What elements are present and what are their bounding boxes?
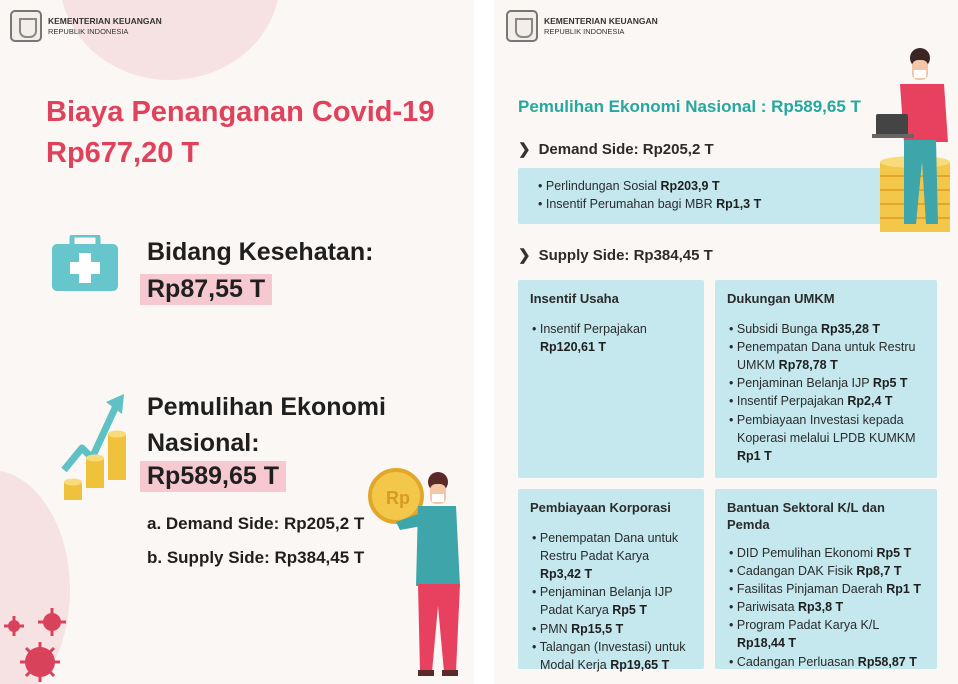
box-title: Insentif Usaha [530,291,619,306]
pen-title: Pemulihan Ekonomi Nasional : Rp589,65 T [518,97,861,116]
list-item: • Pariwisata Rp3,8 T [729,600,844,615]
list-item: • Insentif Perpajakan Rp120,61 T [532,321,647,355]
coin-stack-icon [64,431,126,501]
list-item: • Subsidi Bunga Rp35,28 T [729,321,881,336]
box-title: Dukungan UMKM [727,291,835,306]
coin-letters: Rp [386,488,410,508]
virus-icon [0,600,80,684]
person-holding-coin-illustration [366,466,466,680]
medical-kit-icon [52,235,118,291]
supply-side-summary: b. Supply Side: Rp384,45 T [147,548,365,567]
ministry-logo [10,10,162,42]
ministry-seal-icon [506,10,538,42]
list-item: • Penjaminan Belanja IJP Rp5 T [729,376,908,391]
list-item: • Insentif Perpajakan Rp2,4 T [729,394,893,409]
person-with-laptop-illustration [866,44,958,240]
list-item: • Talangan (Investasi) untuk Modal Kerja Rp19,65 T [532,639,686,672]
box-title: Pembiayaan Korporasi [530,500,671,515]
page-title [46,92,434,174]
list-item: • Penjaminan Belanja IJP Padat Karya Rp5 T [532,585,673,618]
box-bantuan-sektoral [715,489,937,669]
chevron-right-icon: ❯ [518,247,531,264]
list-item: • Cadangan Perluasan Rp58,87 T [729,654,917,669]
list-item: • Perlindungan Sosial Rp203,9 T [538,179,720,193]
left-infographic-panel [0,0,474,684]
box-pembiayaan-korporasi [518,489,704,672]
list-item: • Program Padat Karya K/L Rp18,44 T [729,618,879,651]
list-item: • DID Pemulihan Ekonomi Rp5 T [729,545,912,560]
demand-side-header: ❯ Demand Side: Rp205,2 T [518,140,714,158]
logo-line2: REPUBLIK INDONESIA [48,26,129,36]
title-line1: Biaya Penanganan Covid-19 [46,96,435,128]
list-item: • Pembiayaan Investasi kepada Koperasi melalui LPDB KUMKM Rp1 T [729,412,916,463]
logo-line1: KEMENTERIAN KEUANGAN [48,16,162,27]
pen-value: Rp589,65 T [140,461,286,492]
supply-side-header: ❯ Supply Side: Rp384,45 T [518,246,713,264]
pen-label: Pemulihan Ekonomi Nasional: [147,393,386,457]
box-insentif-usaha [518,280,704,478]
list-item: • Cadangan DAK Fisik Rp8,7 T [729,563,902,578]
growth-chart-icon [60,392,130,504]
list-item: • Insentif Perumahan bagi MBR Rp1,3 T [538,196,762,211]
ministry-seal-icon [10,10,42,42]
right-infographic-panel [494,0,958,684]
demand-side-summary: a. Demand Side: Rp205,2 T [147,514,365,533]
logo-line1: KEMENTERIAN KEUANGAN [544,16,658,27]
list-item: • PMN Rp15,5 T [532,621,624,636]
ministry-logo [506,10,658,42]
kesehatan-value: Rp87,55 T [140,274,272,305]
list-item: • Fasilitas Pinjaman Daerah Rp1 T [729,582,921,597]
box-dukungan-umkm [715,280,937,478]
list-item: • Penempatan Dana untuk Restru UMKM Rp78,78 T [729,340,916,373]
list-item: • Penempatan Dana untuk Restru Padat Karya Rp3,42 T [532,530,679,582]
box-title: Bantuan Sektoral K/L dan Pemda [727,500,885,532]
kesehatan-label: Bidang Kesehatan: [147,238,374,266]
chevron-right-icon: ❯ [518,141,531,158]
title-total: Rp677,20 T [46,137,200,170]
logo-line2: REPUBLIK INDONESIA [544,26,625,36]
